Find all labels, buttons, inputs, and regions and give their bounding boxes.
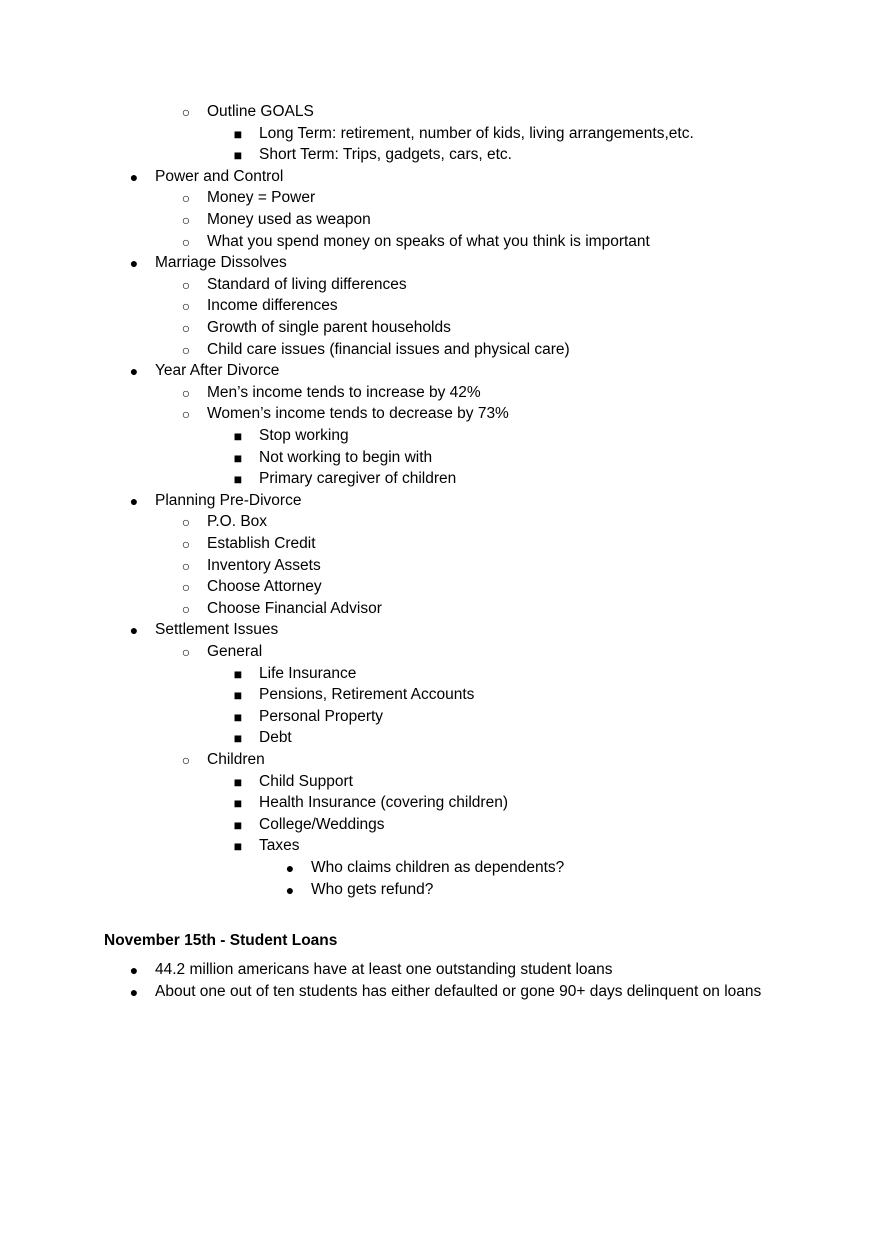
list-item-text: General [207,643,263,660]
list-item-text: Settlement Issues [155,621,279,639]
list-item-text: Child Support [259,772,353,790]
bullet-icon: ● [129,255,139,272]
bullet-icon: ■ [233,838,243,855]
bullet-icon: ○ [181,320,191,336]
list-item-text: Taxes [259,837,300,855]
bullet-icon: ○ [181,536,191,552]
list-item-text: Debt [259,729,292,747]
list-item-text: Who claims children as dependents? [311,859,565,876]
list-item-text: Health Insurance (covering children) [259,794,508,812]
bullet-icon: ● [129,983,139,1000]
bullet-icon: ■ [233,730,243,747]
bullet-icon: ■ [233,428,243,444]
section-heading: November 15th - Student Loans [104,932,338,949]
bullet-icon: ○ [181,276,191,293]
list-item-text: Choose Financial Advisor [207,599,382,617]
list-item-text: Inventory Assets [207,556,321,574]
list-item-text: Pensions, Retirement Accounts [259,686,475,704]
bullet-icon: ■ [233,816,243,833]
list-item-text: College/Weddings [259,815,385,833]
bullet-icon: ● [129,168,139,185]
list-item-text: Long Term: retirement, number of kids, living arrangements,etc. [259,124,694,142]
bullet-icon: ○ [181,233,191,250]
list-item-text: Marriage Dissolves [155,254,287,272]
list-item-text: Income differences [207,297,338,315]
list-item-text: Men’s income tends to increase by 42% [207,383,481,401]
list-item-text: What you spend money on speaks of what you think is important [207,232,650,250]
list-item-text: Children [207,751,265,768]
bullet-icon: ○ [181,298,191,315]
list-item-text: Not working to begin with [259,448,433,466]
bullet-icon: ■ [233,125,243,142]
bullet-icon: ○ [181,212,191,228]
list-item-text: Primary caregiver of children [259,470,457,488]
bullet-icon: ○ [181,104,191,120]
bullet-icon: ○ [181,752,191,768]
list-item-text: Planning Pre-Divorce [155,491,302,509]
bullet-icon: ● [129,622,139,639]
bullet-icon: ○ [181,579,191,596]
bullet-icon: ○ [181,190,191,207]
bullet-icon: ○ [181,514,191,531]
bullet-icon: ■ [233,795,243,812]
bullet-icon: ● [285,860,295,876]
bullet-icon: ○ [181,644,191,660]
bullet-icon: ■ [233,471,243,488]
list-item-text: About one out of ten students has either defaulted or gone 90+ days delinquent on loans [155,982,762,1000]
bullet-icon: ○ [181,406,191,423]
bullet-icon: ■ [233,147,243,164]
list-item-text: Money used as weapon [207,211,371,228]
list-item-text: Year After Divorce [155,362,280,380]
bullet-icon: ■ [233,449,243,466]
list-item-text: Choose Attorney [207,578,322,596]
list-item-text: Personal Property [259,707,384,725]
list-item-text: Stop working [259,427,349,444]
list-item-text: Short Term: Trips, gadgets, cars, etc. [259,146,512,164]
bullet-icon: ■ [233,773,243,790]
bullet-icon: ● [285,881,295,898]
bullet-icon: ● [129,363,139,380]
list-item-text: Who gets refund? [311,880,434,898]
list-item-text: Child care issues (financial issues and physical care) [207,340,570,358]
list-item-text: 44.2 million americans have at least one outstanding student loans [155,961,613,978]
bullet-icon: ● [129,962,139,978]
bullet-icon: ○ [181,341,191,358]
bullet-icon: ■ [233,708,243,725]
list-item-text: Standard of living differences [207,275,407,293]
list-item-text: Life Insurance [259,664,357,682]
list-item-text: Growth of single parent households [207,319,451,336]
list-item-text: Establish Credit [207,535,316,552]
list-item-text: P.O. Box [207,513,268,531]
bullet-icon: ● [129,492,139,509]
list-item-text: Money = Power [207,189,316,207]
bullet-icon: ■ [233,687,243,704]
list-item-text: Women’s income tends to decrease by 73% [207,405,509,423]
list-item-text: Power and Control [155,167,284,185]
bullet-icon: ■ [233,665,243,682]
bullet-icon: ○ [181,384,191,401]
list-item-text: Outline GOALS [207,103,314,120]
bullet-icon: ○ [181,557,191,574]
bullet-icon: ○ [181,600,191,617]
